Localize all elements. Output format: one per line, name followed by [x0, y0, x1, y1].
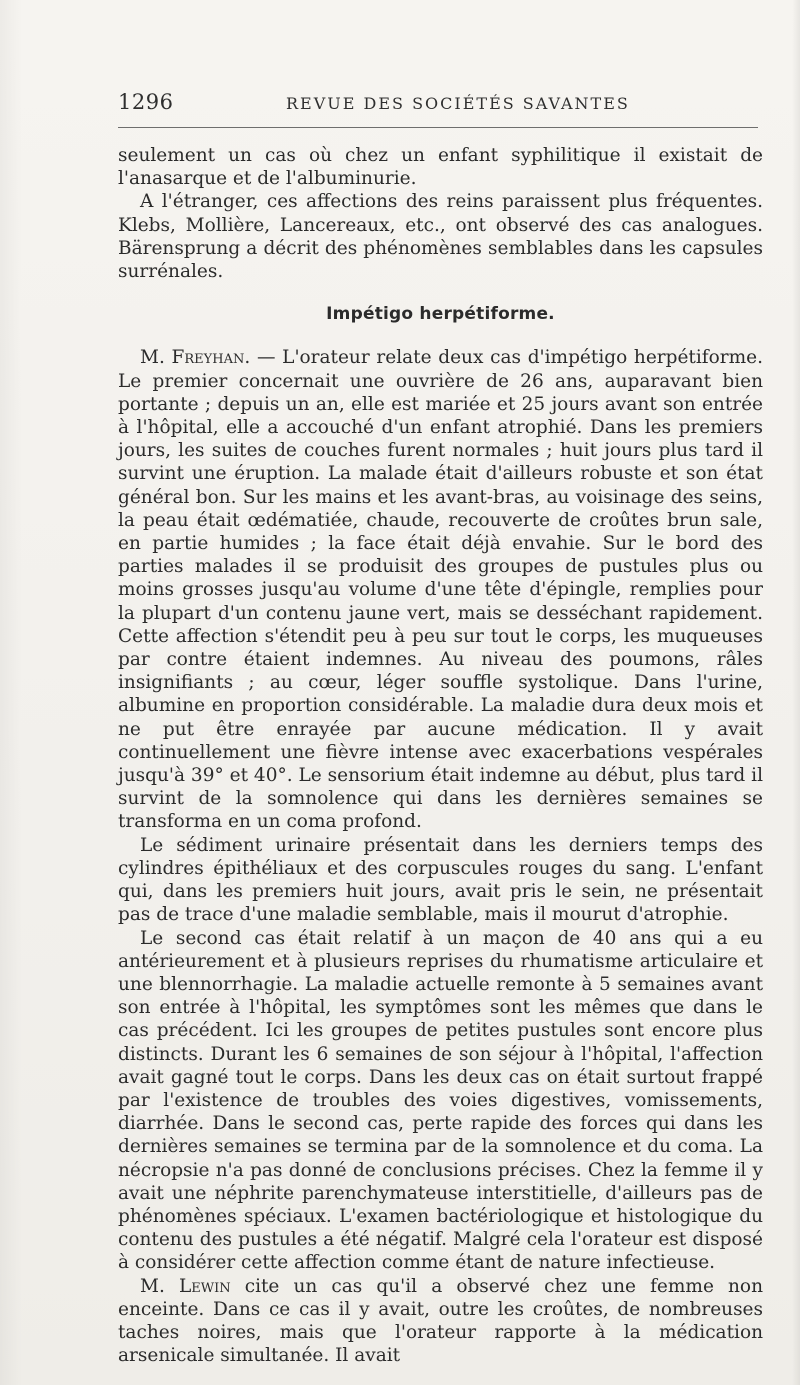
- running-title: REVUE DES SOCIÉTÉS SAVANTES: [286, 94, 630, 113]
- speaker-name-lewin: Lewin: [178, 1275, 231, 1297]
- page-gutter-shadow: [0, 0, 22, 1385]
- page-edge-shadow: [792, 0, 800, 1385]
- speaker-name-freyhan: Freyhan: [171, 347, 245, 369]
- speaker-prefix: M.: [140, 1275, 179, 1297]
- paragraph-freyhan: [118, 346, 763, 833]
- speaker-prefix: M.: [140, 347, 172, 369]
- section-title: Impétigo herpétiforme.: [326, 304, 555, 325]
- paragraph-lewin: [118, 1275, 763, 1368]
- paragraph-sediment: Le sédiment urinaire présentait dans les derniers temps des cylindres épithéliaux et des corpuscules rouges du sang. L'enfant qui, dans les premiers huit jours, avait pris le sein, ne présentait pas de trace d'une maladie semblable, mais il mourut d'atrophie.: [118, 834, 763, 926]
- paragraph-lewin-text: cite un cas qu'il a observé chez une femme non enceinte. Dans ce cas il y avait, outre les croûtes, de nombreuses taches noires, mais que l'orateur rapporte à la médication arsenicale simultanée. Il avait: [118, 1275, 763, 1367]
- page-number: 1296: [118, 90, 174, 114]
- paragraph-freyhan-text: . — L'orateur relate deux cas d'impétigo herpétiforme. Le premier concernait une ouvrière de 26 ans, auparavant bien portante ; depuis un an, elle est mariée et 25 jours avant son entrée à l'hôpital, elle a accouché d'un enfant atrophié. Dans les premiers jours, les suites de couches furent normales ; huit jours plus tard il survint une éruption. La malade était d'ailleurs robuste et son état général bon. Sur les mains et les avant-bras, au voisinage des seins, la peau était œdématiée, chaude, recouverte de croûtes brun sale, en partie humides ; la face était déjà envahie. Sur le bord des parties malades il se produisit des groupes de pustules plus ou moins grosses jusqu'au volume d'une tête d'épingle, remplies pour la plupart d'un contenu jaune vert, mais se desséchant rapidement. Cette affection s'étendit peu à peu sur tout le corps, les muqueuses par contre étaient indemnes. Au niveau des poumons, râles insignifiants ; au cœur, léger souffle systolique. Dans l'urine, albumine en proportion considérable. La maladie dura deux mois et ne put être enrayée par aucune médication. Il y avait continuellement une fièvre intense avec exacerbations vespérales jusqu'à 39° et 40°. Le sensorium était indemne au début, plus tard il survint de la somnolence qui dans les dernières semaines se transforma en un coma profond.: [118, 347, 763, 833]
- page-body: [118, 144, 763, 1367]
- header-rule: [118, 127, 758, 128]
- page-header: [118, 90, 763, 118]
- paragraph-foreign-cases: A l'étranger, ces affections des reins paraissent plus fréquentes. Klebs, Mollière, Lancereaux, etc., ont observé des cas analogues. Bärensprung a décrit des phénomènes semblables dans les capsules surrénales.: [118, 191, 763, 283]
- paragraph-second-case: Le second cas était relatif à un maçon de 40 ans qui a eu antérieurement et à plusieurs reprises du rhumatisme articulaire et une blennorrhagie. La maladie actuelle remonte à 5 semaines avant son entrée à l'hôpital, les symptômes sont les mêmes que dans le cas précédent. Ici les groupes de petites pustules sont encore plus distincts. Durant les 6 semaines de son séjour à l'hôpital, l'affection avait gagné tout le corps. Dans les deux cas on était surtout frappé par l'existence de troubles des voies digestives, vomissements, diarrhée. Dans le second cas, perte rapide des forces qui dans les dernières semaines se termina par de la somnolence et du coma. La nécropsie n'a pas donné de conclusions précises. Chez la femme il y avait une néphrite parenchymateuse interstitielle, d'ailleurs pas de phénomènes spéciaux. L'examen bactériologique et histologique du contenu des pustules a été négatif. Malgré cela l'orateur est disposé à considérer cette affection comme étant de nature infectieuse.: [118, 927, 763, 1274]
- paragraph-continuation: seulement un cas où chez un enfant syphilitique il existait de l'anasarque et de l'albuminurie.: [118, 145, 763, 190]
